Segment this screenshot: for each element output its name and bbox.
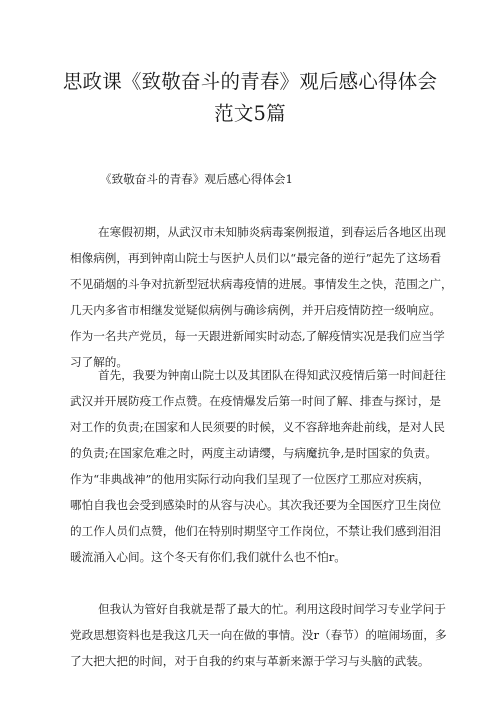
text-line: 习了解的。	[70, 355, 128, 369]
text-line: 哪怕自我也会受到感染时的从容与决心。其次我还要为全国医疗卫生岗位	[70, 498, 442, 512]
text-line: 相像病例，再到钟南山院士与医护人员们以“最完备的逆行”起先了这场看	[70, 251, 442, 265]
title-line: 范文5篇	[214, 102, 286, 125]
text-line: 了大把大把的时间，对于自我的约束与革新来源于学习与头脑的武装。	[70, 654, 430, 668]
text-line: 作为一名共产党员，每一天跟进新闻实时动态,了解疫情实况是我们应当学	[70, 329, 445, 343]
paragraph	[70, 362, 446, 570]
text-line: 党政思想资料也是我这几天一向在做的事情。没r（春节）的喧闹场面，多	[70, 628, 447, 642]
text-line: 武汉并开展防疫工作点赞。在疫情爆发后第一时间了解、排查与探讨，是	[70, 394, 442, 408]
paragraph	[70, 596, 447, 674]
text-line: 对工作的负责;在国家和人民须要的时候，义不容辞地奔赴前线，是对人民	[70, 420, 445, 434]
text-line: 暖流涌入心间。这个冬天有你们,我们就什么也不怕r。	[70, 550, 346, 564]
text-line: 几天内多省市相继发觉疑似病例与确诊病例，并开启疫情防控一级响应。	[70, 303, 442, 317]
document-title	[40, 66, 460, 130]
text-line: 首先，我要为钟南山院士以及其团队在得知武汉疫情后第一时间赶往	[98, 368, 446, 382]
text-line: 的工作人员们点赞，他们在特别时期坚守工作岗位，不禁让我们感到泪泪	[70, 524, 442, 538]
title-line: 思政课《致敬奋斗的青春》观后感心得体会	[62, 70, 438, 93]
text-line: 但我认为管好自我就是帮了最大的忙。利用这段时间学习专业学问于	[98, 602, 446, 616]
section-heading: 《致敬奋斗的青春》观后感心得体会1	[100, 172, 293, 186]
text-line: 的负责;在国家危难之时，两度主动请缨，与病魔抗争,是时国家的负责。	[70, 446, 438, 460]
text-line: 作为“非典战神”的他用实际行动向我们呈现了一位医疗工那应对疾病，	[70, 472, 430, 486]
text-line: 在寒假初期，从武汉市未知肺炎病毒案例报道，到春运后各地区出现	[98, 225, 446, 239]
text-line: 不见硝烟的斗争对抗新型冠状病毒疫情的进展。事情发生之快，范围之广，	[70, 277, 453, 291]
